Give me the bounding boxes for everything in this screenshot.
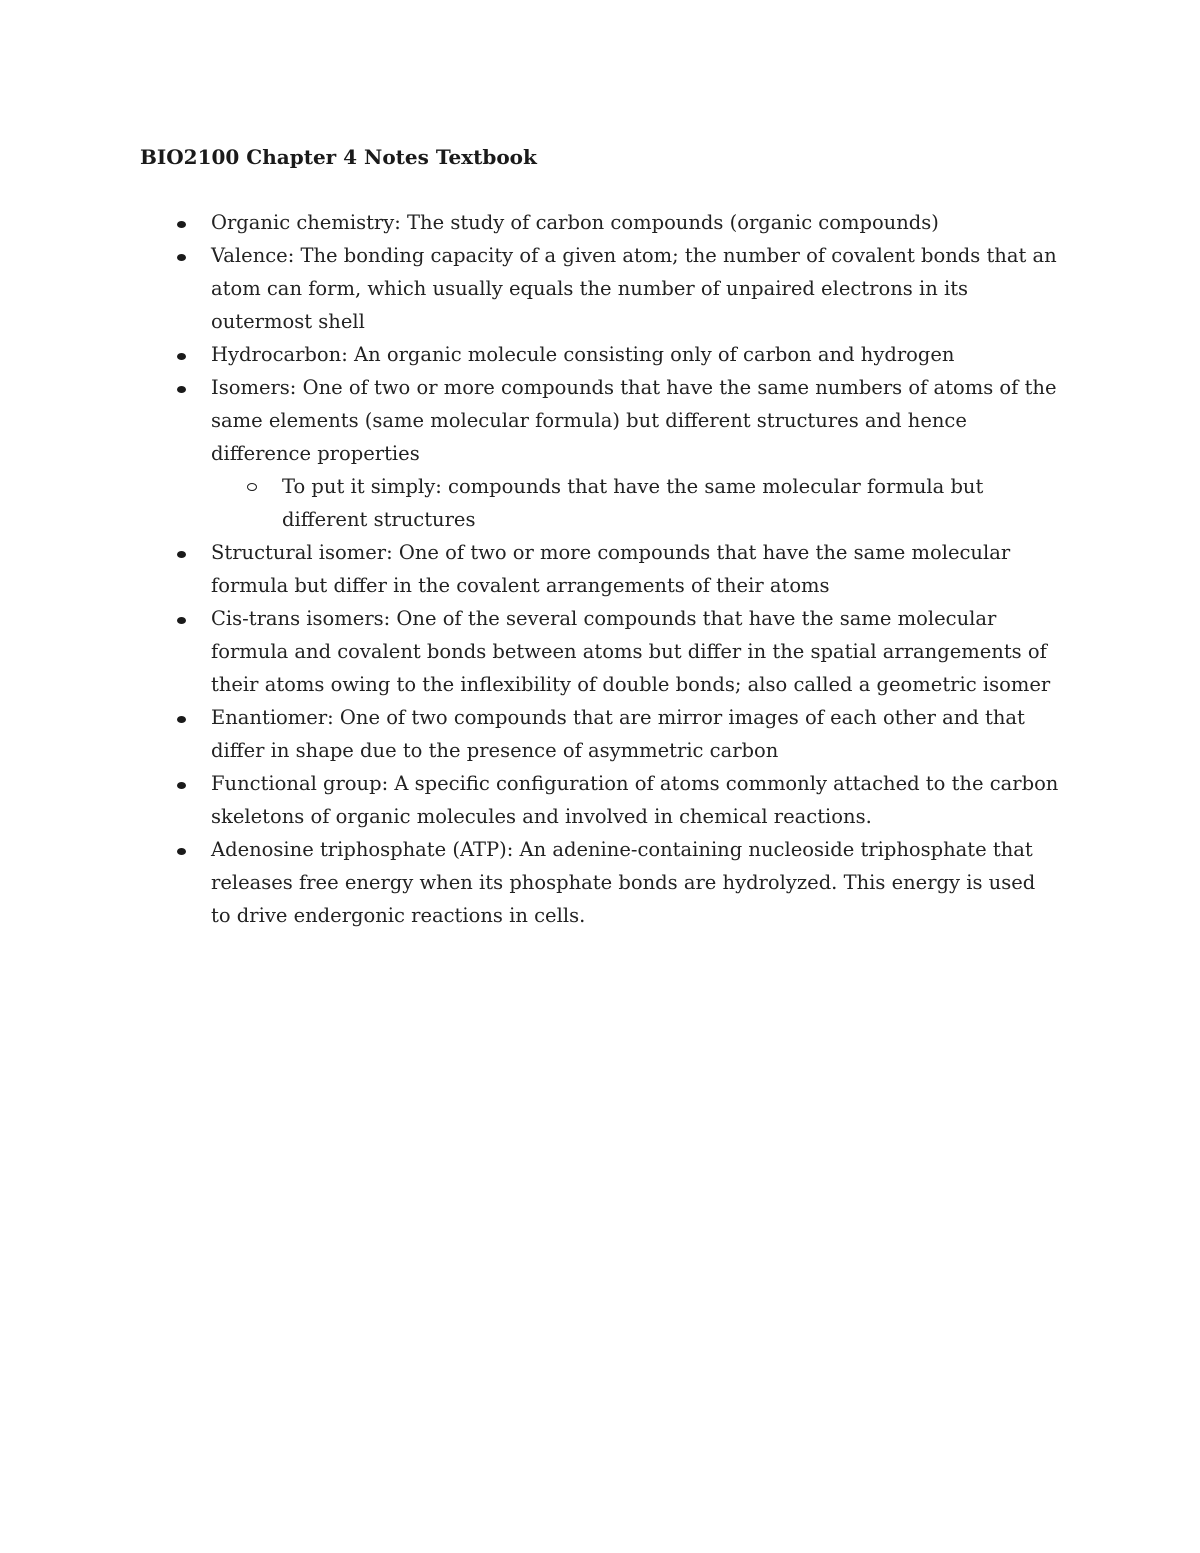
bullet-icon [177,254,186,261]
list-item [0,536,1061,602]
bullet-icon [177,716,186,723]
list-item [0,338,1061,371]
list-item [0,239,1061,338]
document-title: BIO2100 Chapter 4 Notes Textbook [140,145,537,169]
list-item-text: Organic chemistry: The study of carbon compounds (organic compounds) [211,211,939,234]
bullet-icon [177,353,186,360]
bullet-icon [177,221,186,228]
bullet-icon [177,386,186,393]
bullet-icon [177,848,186,855]
sub-list-item-text: To put it simply: compounds that have the same molecular formula but different structures [282,475,984,531]
list-item [0,371,1061,536]
list-item-text: Hydrocarbon: An organic molecule consisting only of carbon and hydrogen [211,343,955,366]
list-item-text: Enantiomer: One of two compounds that are mirror images of each other and that differ in shape due to the presence of asymmetric carbon [211,706,1025,762]
list-item [0,701,1061,767]
notes-list [0,206,1200,932]
list-item-text: Adenosine triphosphate (ATP): An adenine-containing nucleoside triphosphate that releases free energy when its phosphate bonds are hydrolyzed. This energy is used to drive endergonic reactions in cells. [211,838,1036,927]
list-item-text: Isomers: One of two or more compounds that have the same numbers of atoms of the same elements (same molecular formula) but different structures and hence difference properties [211,376,1057,465]
bullet-icon [177,617,186,624]
list-item [0,206,1061,239]
bullet-icon [177,551,186,558]
list-item-text: Valence: The bonding capacity of a given atom; the number of covalent bonds that an atom can form, which usually equals the number of unpaired electrons in its outermost shell [211,244,1057,333]
list-item-text: Functional group: A specific configuration of atoms commonly attached to the carbon skeletons of organic molecules and involved in chemical reactions. [211,772,1059,828]
list-item [0,767,1061,833]
list-item [0,602,1061,701]
bullet-icon [177,782,186,789]
list-item [0,833,1061,932]
hollow-bullet-icon [247,483,257,491]
sub-list-item [0,470,1062,536]
sub-list [211,470,1061,536]
list-item-text: Structural isomer: One of two or more compounds that have the same molecular formula but differ in the covalent arrangements of their atoms [211,541,1011,597]
list-item-text: Cis-trans isomers: One of the several compounds that have the same molecular formula and covalent bonds between atoms but differ in the spatial arrangements of their atoms owing to the inflexibility of double bonds; also called a geometric isomer [211,607,1051,696]
